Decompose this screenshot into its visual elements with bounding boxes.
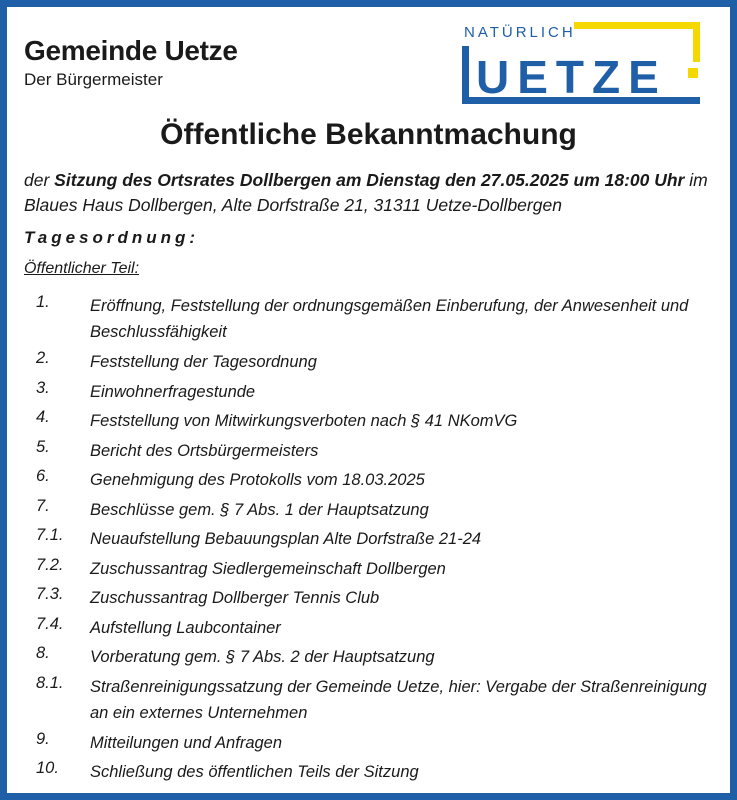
agenda-item-text: Feststellung von Mitwirkungsverboten nach § 41 NKomVG bbox=[90, 412, 518, 430]
agenda-item-number: 2. bbox=[36, 349, 50, 367]
agenda-heading: Tagesordnung: bbox=[24, 228, 200, 247]
agenda-item-text: Vorberatung gem. § 7 Abs. 2 der Hauptsatzung bbox=[90, 648, 435, 666]
agenda-item-number: 5. bbox=[36, 437, 50, 456]
issuer-block bbox=[24, 36, 238, 90]
agenda-item bbox=[24, 523, 714, 553]
uetze-logo bbox=[462, 22, 712, 108]
agenda-item-number: 3. bbox=[36, 378, 50, 397]
meeting-date-time: Sitzung des Ortsrates Dollbergen am Dienstag den 27.05.2025 um 18:00 Uhr bbox=[54, 170, 685, 190]
agenda-item bbox=[24, 290, 714, 346]
agenda-item-text: Straßenreinigungssatzung der Gemeinde Uetze, hier: Vergabe der Straßenreinigung an ein externes Unternehmen bbox=[90, 677, 707, 722]
agenda-item-number: 1. bbox=[36, 293, 50, 311]
logo-tagline: NATÜRLICH bbox=[464, 24, 576, 41]
notice-title: Öffentliche Bekanntmachung bbox=[160, 118, 577, 151]
agenda-item-text: Eröffnung, Feststellung der ordnungsgemäßen Einberufung, der Anwesenheit und Beschlussfähigkeit bbox=[90, 297, 689, 341]
agenda-item bbox=[24, 494, 714, 524]
agenda-item-number: 7.2. bbox=[36, 555, 64, 574]
agenda-item-text: Feststellung der Tagesordnung bbox=[90, 353, 317, 371]
agenda-item-number: 8. bbox=[36, 644, 50, 662]
agenda-item-text: Genehmigung des Protokolls vom 18.03.2025 bbox=[90, 471, 425, 489]
agenda-item-text: Zuschussantrag Siedlergemeinschaft Dollbergen bbox=[90, 559, 446, 578]
agenda-item-number: 6. bbox=[36, 467, 50, 485]
agenda-item-number: 9. bbox=[36, 729, 50, 748]
agenda-item bbox=[24, 435, 714, 465]
agenda-item-number: 8.1. bbox=[36, 673, 64, 692]
agenda-item-number: 7. bbox=[36, 496, 50, 515]
municipality-name: Gemeinde Uetze bbox=[24, 35, 238, 66]
agenda-item bbox=[24, 553, 714, 583]
agenda-item-text: Schließung des öffentlichen Teils der Sitzung bbox=[90, 763, 419, 781]
agenda-item-text: Beschlüsse gem. § 7 Abs. 1 der Hauptsatzung bbox=[90, 500, 429, 519]
agenda-item-number: 7.3. bbox=[36, 585, 64, 603]
public-part-heading: Öffentlicher Teil: bbox=[24, 260, 140, 277]
agenda-item bbox=[24, 641, 714, 671]
agenda-item-text: Neuaufstellung Bebauungsplan Alte Dorfstraße 21-24 bbox=[90, 530, 482, 548]
meeting-info bbox=[24, 168, 714, 218]
agenda-item-text: Mitteilungen und Anfragen bbox=[90, 733, 283, 752]
agenda-item-number: 7.4. bbox=[36, 614, 64, 633]
logo-wordmark: UETZE bbox=[476, 51, 667, 103]
agenda-item-text: Einwohnerfragestunde bbox=[90, 382, 256, 401]
agenda-item-number: 7.1. bbox=[36, 526, 64, 544]
issuer-title: Der Bürgermeister bbox=[24, 70, 163, 89]
agenda-item bbox=[24, 612, 714, 642]
agenda-item-text: Aufstellung Laubcontainer bbox=[90, 618, 281, 637]
agenda-item bbox=[24, 671, 714, 727]
agenda-item bbox=[24, 405, 714, 435]
agenda-item bbox=[24, 376, 714, 406]
meeting-location: im Blaues Haus Dollbergen, Alte Dorfstraße 21, 31311 Uetze-Dollbergen bbox=[24, 170, 708, 215]
agenda-item bbox=[24, 756, 714, 786]
agenda-item bbox=[24, 346, 714, 376]
agenda-list bbox=[24, 290, 714, 786]
meeting-prefix: der bbox=[24, 170, 55, 190]
agenda-item-text: Zuschussantrag Dollberger Tennis Club bbox=[90, 589, 380, 607]
agenda-item bbox=[24, 727, 714, 757]
agenda-item-number: 4. bbox=[36, 408, 50, 426]
agenda-item-text: Bericht des Ortsbürgermeisters bbox=[90, 441, 319, 460]
agenda-item bbox=[24, 582, 714, 612]
agenda-item-number: 10. bbox=[36, 759, 59, 777]
agenda-item bbox=[24, 464, 714, 494]
